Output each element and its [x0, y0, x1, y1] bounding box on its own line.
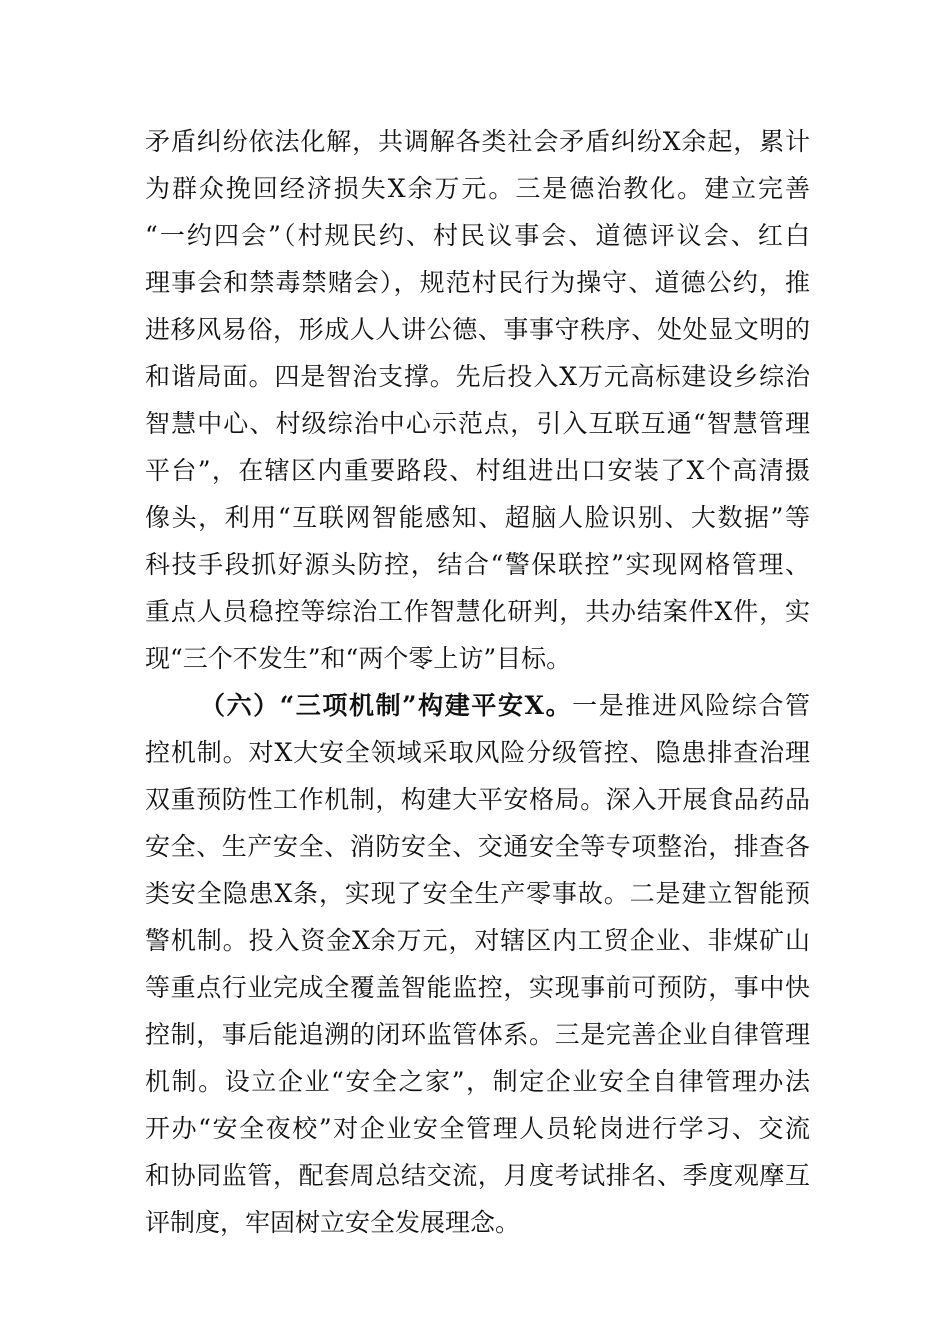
paragraph-line: 进移风易俗，形成人人讲公德、事事守秩序、处处显文明的 — [145, 315, 810, 344]
paragraph-line: 平台”，在辖区内重要路段、村组进出口安装了X个高清摄 — [145, 456, 810, 485]
paragraph-line: 像头，利用“互联网智能感知、超脑人脸识别、大数据”等 — [145, 503, 810, 532]
paragraph-line: 类安全隐患X条，实现了安全生产零事故。二是建立智能预 — [145, 879, 810, 908]
paragraph-line: 控机制。对X大安全领域采取风险分级管控、隐患排查治理 — [145, 738, 810, 767]
paragraph-line: 开办“安全夜校”对企业安全管理人员轮岗进行学习、交流 — [145, 1114, 810, 1143]
section-heading: （六）“三项机制”构建平安X。 — [200, 691, 573, 720]
paragraph-line: 双重预防性工作机制，构建大平安格局。深入开展食品药品 — [145, 785, 810, 814]
section-heading-continuation: 一是推进风险综合管 — [572, 691, 810, 720]
paragraph-line: 矛盾纠纷依法化解，共调解各类社会矛盾纠纷X余起，累计 — [145, 127, 810, 156]
paragraph-line: 等重点行业完成全覆盖智能监控，实现事前可预防，事中快 — [145, 973, 810, 1002]
paragraph-line: 智慧中心、村级综治中心示范点，引入互联互通“智慧管理 — [145, 409, 810, 438]
paragraph-line: 评制度，牢固树立安全发展理念。 — [145, 1208, 521, 1237]
paragraph-line: 现“三个不发生”和“两个零上访”目标。 — [145, 644, 572, 673]
paragraph-line: 理事会和禁毒禁赌会），规范村民行为操守、道德公约，推 — [145, 268, 810, 297]
paragraph-line: 和协同监管，配套周总结交流，月度考试排名、季度观摩互 — [145, 1161, 810, 1190]
paragraph-line: 重点人员稳控等综治工作智慧化研判，共办结案件X件，实 — [145, 597, 810, 626]
section-heading-line — [200, 686, 810, 726]
paragraph-line: 控制，事后能追溯的闭环监管体系。三是完善企业自律管理 — [145, 1020, 810, 1049]
paragraph-line: 警机制。投入资金X余万元，对辖区内工贸企业、非煤矿山 — [145, 926, 810, 955]
paragraph-line: 机制。设立企业“安全之家”，制定企业安全自律管理办法 — [145, 1067, 810, 1096]
paragraph-line: 科技手段抓好源头防控，结合“警保联控”实现网格管理、 — [145, 550, 810, 579]
paragraph-line: “一约四会”（村规民约、村民议事会、道德评议会、红白 — [145, 221, 810, 250]
paragraph-line: 为群众挽回经济损失X余万元。三是德治教化。建立完善 — [145, 174, 810, 203]
paragraph-line: 安全、生产安全、消防安全、交通安全等专项整治，排查各 — [145, 832, 810, 861]
paragraph-line: 和谐局面。四是智治支撑。先后投入X万元高标建设乡综治 — [145, 362, 810, 391]
